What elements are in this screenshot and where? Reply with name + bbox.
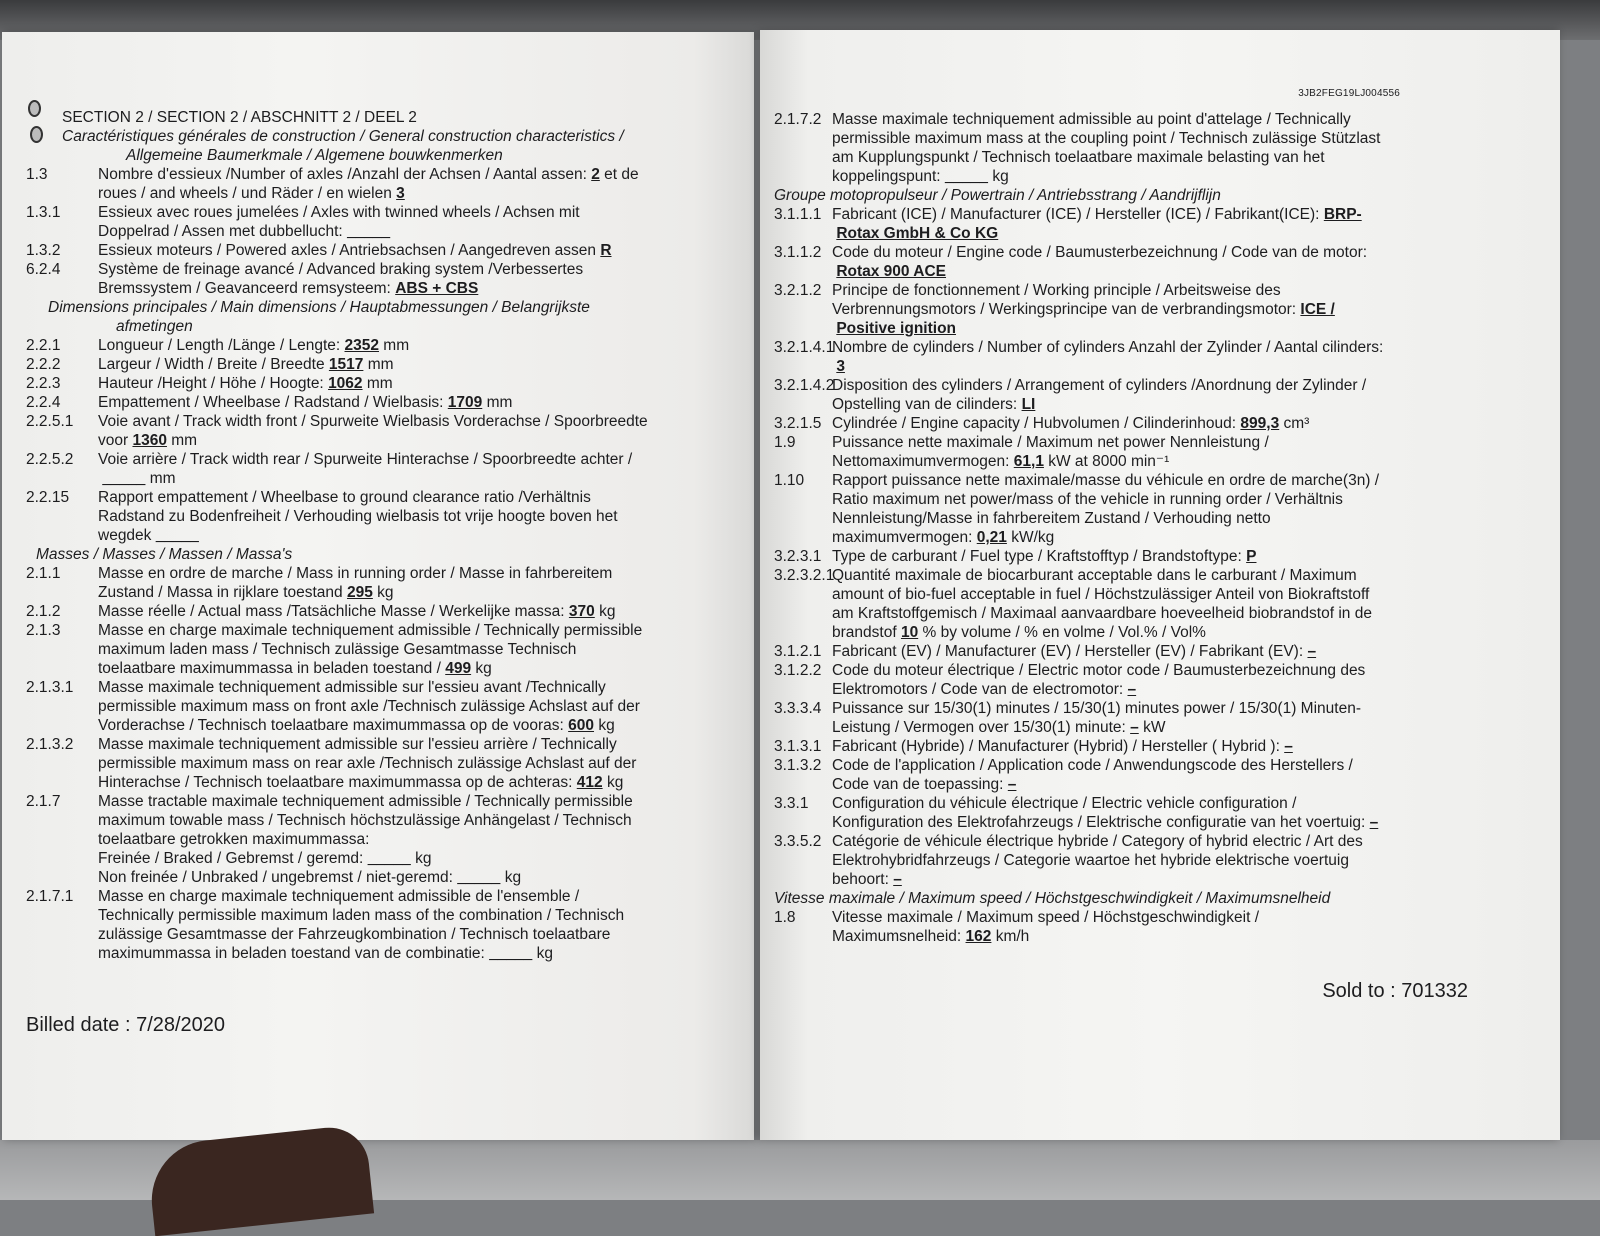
spec-number: 3.1.1.1 <box>774 206 822 223</box>
spec-value: 0,21 <box>976 529 1007 546</box>
spec-number: 6.2.4 <box>26 261 61 278</box>
spec-value: _____ <box>367 850 411 867</box>
spec-unit: kg <box>504 869 522 886</box>
spec-value: – <box>1130 719 1139 736</box>
spec-row <box>774 452 1454 471</box>
spec-row <box>26 925 731 944</box>
spec-number: 2.1.7.1 <box>26 888 74 905</box>
spec-value: – <box>1307 643 1317 660</box>
spec-text: Hauteur /Height / Höhe / Hoogte: <box>98 375 324 392</box>
spec-number: 2.1.7 <box>26 793 61 810</box>
spec-unit: kW at 8000 min⁻¹ <box>1048 453 1170 470</box>
spec-unit: kW <box>1143 719 1166 736</box>
spec-unit: kW/kg <box>1011 529 1055 546</box>
spec-text: Fabricant (EV) / Manufacturer (EV) / Hersteller (EV) / Fabrikant (EV): <box>832 643 1304 660</box>
spec-value: – <box>1369 814 1379 831</box>
spec-value: 295 <box>346 584 373 601</box>
spec-number: 3.2.1.4.2 <box>774 377 835 394</box>
spec-text: Freinée / Braked / Gebremst / geremd: <box>98 850 364 867</box>
spec-text: Vorderachse / Technisch toelaatbare maximummassa op de vooras: <box>98 717 564 734</box>
dimensions-heading: Dimensions principales / Main dimensions / Hauptabmessungen / Belangrijkste <box>48 299 590 316</box>
spec-unit: mm <box>366 375 393 392</box>
general-heading-2: Allgemeine Baumerkmale / Algemene bouwkenmerken <box>126 147 503 164</box>
spec-row <box>26 773 731 792</box>
spec-unit: kg <box>415 850 432 867</box>
spec-text: Voie arrière / Track width rear / Spurweite Hinterachse / Spoorbreedte achter / <box>98 451 633 468</box>
spec-unit: cm³ <box>1283 415 1310 432</box>
spec-value: Rotax 900 ACE <box>836 263 947 280</box>
spec-number: 2.2.3 <box>26 375 61 392</box>
spec-number: 1.8 <box>774 909 796 926</box>
spec-row <box>26 279 731 298</box>
spec-row <box>774 167 1454 186</box>
spec-text: wegdek <box>98 527 152 544</box>
spec-row <box>26 678 731 697</box>
spec-text: Essieux avec roues jumelées / Axles with twinned wheels / Achsen mit <box>98 204 580 221</box>
spec-value: – <box>1127 681 1137 698</box>
spec-row <box>774 110 1454 129</box>
spec-row <box>774 794 1454 813</box>
spec-unit: mm <box>171 432 198 449</box>
spec-row <box>26 241 731 260</box>
spec-row <box>26 906 731 925</box>
spec-value: 61,1 <box>1013 453 1044 470</box>
spec-text: Largeur / Width / Breite / Breedte <box>98 356 325 373</box>
spec-unit: mm <box>367 356 394 373</box>
spec-value: _____ <box>489 945 533 962</box>
spec-row <box>26 431 731 450</box>
spec-value: ICE / <box>1300 301 1335 318</box>
spec-row <box>774 509 1454 528</box>
spec-number: 2.1.3 <box>26 622 61 639</box>
powertrain-items <box>774 205 1454 889</box>
spec-text: behoort: <box>832 871 889 888</box>
spec-text: Masse tractable maximale techniquement admissible / Technically permissible <box>98 793 633 810</box>
spec-value: _____ <box>944 168 989 185</box>
spec-text: toelaatbare maximummassa in beladen toestand / <box>98 660 441 677</box>
spec-text: permissible maximum mass at the coupling point / Technisch zulässige Stützlast <box>832 130 1381 147</box>
spec-row <box>26 393 731 412</box>
spec-number: 3.3.1 <box>774 795 809 812</box>
spec-value: – <box>893 871 902 888</box>
spec-number: 3.2.1.4.1 <box>774 339 835 356</box>
spec-unit: % by volume / % en volme / Vol.% / Vol% <box>922 624 1206 641</box>
spec-text: brandstof <box>832 624 897 641</box>
spec-row <box>26 355 731 374</box>
spec-text: Nettomaximumvermogen: <box>832 453 1010 470</box>
spec-text: Hinterachse / Technisch toelaatbare maximummassa op de achteras: <box>98 774 573 791</box>
spec-value: P <box>1246 548 1257 565</box>
left-page <box>2 32 754 1140</box>
spec-row <box>774 832 1454 851</box>
spec-row <box>774 680 1454 699</box>
spec-row <box>774 528 1454 547</box>
spec-row <box>774 813 1454 832</box>
spec-value: 10 <box>900 624 919 641</box>
spec-value: 370 <box>568 603 595 620</box>
spec-row <box>774 357 1454 376</box>
spec-value: Rotax GmbH & Co KG <box>836 225 999 242</box>
spec-text: Technically permissible maximum laden mass of the combination / Technisch <box>98 907 625 924</box>
spec-row <box>774 376 1454 395</box>
spec-text: voor <box>98 432 129 449</box>
spec-text: Vitesse maximale / Maximum speed / Höchstgeschwindigkeit / <box>832 909 1259 926</box>
spec-unit: kg <box>598 717 615 734</box>
spec-value: 1709 <box>447 394 483 411</box>
spec-number: 2.1.3.1 <box>26 679 74 696</box>
spec-number: 3.3.5.2 <box>774 833 822 850</box>
spec-row <box>774 756 1454 775</box>
spec-number: 3.1.2.2 <box>774 662 822 679</box>
spec-text: Masse réelle / Actual mass /Tatsächliche Masse / Werkelijke massa: <box>98 603 565 620</box>
spec-row <box>26 526 731 545</box>
spec-text: Voie avant / Track width front / Spurweite Wielbasis Vorderachse / Spoorbreedte <box>98 413 648 430</box>
spec-text: Masse en charge maximale techniquement admissible / Technically permissible <box>98 622 643 639</box>
spec-row <box>774 243 1454 262</box>
spec-value: – <box>1007 776 1017 793</box>
spec-unit: kg <box>377 584 394 601</box>
section-title: SECTION 2 / SECTION 2 / ABSCHNITT 2 / DEEL 2 <box>62 109 417 126</box>
spec-number: 1.9 <box>774 434 796 451</box>
spec-row <box>774 262 1454 281</box>
spec-text: maximum towable mass / Technisch höchstzulässige Anhängelast / Technisch <box>98 812 632 829</box>
spec-row <box>774 395 1454 414</box>
spec-number: 1.3 <box>26 166 48 183</box>
spec-text: Code de l'application / Application code / Anwendungscode des Herstellers / <box>832 757 1353 774</box>
spec-row <box>26 336 731 355</box>
spec-row <box>26 830 731 849</box>
spec-row <box>774 300 1454 319</box>
spec-value: _____ <box>457 869 501 886</box>
spec-value: _____ <box>102 470 146 487</box>
spec-text: Masse en ordre de marche / Mass in running order / Masse in fahrbereitem <box>98 565 613 582</box>
spec-unit: kg <box>606 774 624 791</box>
spec-text: Leistung / Vermogen over 15/30(1) minute: <box>832 719 1126 736</box>
spec-text: Maximumsnelheid: <box>832 928 962 945</box>
spec-row <box>26 849 731 868</box>
spec-number: 2.2.1 <box>26 337 61 354</box>
spec-row <box>26 697 731 716</box>
spec-unit: mm <box>383 337 410 354</box>
billed-date: Billed date : 7/28/2020 <box>26 1014 226 1036</box>
spec-value: 1517 <box>328 356 364 373</box>
spec-unit: kg <box>536 945 553 962</box>
spec-number: 1.3.2 <box>26 242 61 259</box>
spec-value: 899,3 <box>1240 415 1280 432</box>
spec-value: – <box>1284 738 1293 755</box>
spec-text: zulässige Gesamtmasse der Fahrzeugkombination / Technisch toelaatbare <box>98 926 611 943</box>
spec-value: R <box>600 242 612 259</box>
spec-value: 412 <box>576 774 603 791</box>
spec-row <box>26 868 731 887</box>
spec-text: Essieux moteurs / Powered axles / Antriebsachsen / Aangedreven assen <box>98 242 597 259</box>
spec-row <box>26 507 731 526</box>
spec-unit: mm <box>486 394 513 411</box>
spec-value: 2 <box>591 166 600 183</box>
spec-text: koppelingspunt: <box>832 168 941 185</box>
spec-row <box>26 374 731 393</box>
spec-value: 2352 <box>344 337 379 354</box>
spec-row <box>26 944 731 963</box>
spec-text: toelaatbare getrokken maximummassa: <box>98 831 370 848</box>
spec-text: Cylindrée / Engine capacity / Hubvolumen / Cilinderinhoud: <box>832 415 1237 432</box>
spec-text: Quantité maximale de biocarburant acceptable dans le carburant / Maximum <box>832 567 1357 584</box>
spec-row <box>774 775 1454 794</box>
spec-text: permissible maximum mass on front axle /Technisch zulässige Achslast auf der <box>98 698 640 715</box>
spec-row <box>26 469 731 488</box>
spec-text: Konfiguration des Elektrofahrzeugs / Elektrische configuratie van het voertuig: <box>832 814 1366 831</box>
spec-row <box>26 754 731 773</box>
spec-text: Masse en charge maximale techniquement admissible de l'ensemble / <box>98 888 580 905</box>
spec-row <box>26 640 731 659</box>
spec-text: Ratio maximum net power/mass of the vehicle in running order / Verhältnis <box>832 491 1343 508</box>
spec-row <box>26 184 731 203</box>
spec-value: Positive ignition <box>836 320 957 337</box>
spec-text: maximummassa in beladen toestand van de combinatie: <box>98 945 485 962</box>
spec-text: amount of bio-fuel acceptable in fuel / Höchstzulässiger Anteil von Biokraftstoff <box>832 586 1370 603</box>
spec-row <box>774 319 1454 338</box>
spec-row <box>774 718 1454 737</box>
spec-row <box>26 659 731 678</box>
spec-number: 2.1.1 <box>26 565 61 582</box>
spec-text: Nombre d'essieux /Number of axles /Anzahl der Achsen / Aantal assen: <box>98 166 587 183</box>
spec-number: 2.2.5.1 <box>26 413 74 430</box>
spec-row <box>774 927 1454 946</box>
spec-row <box>774 737 1454 756</box>
spec-text: am Kraftstoffgemisch / Maximaal aanvaardbare hoeveelheid biobrandstof in de <box>832 605 1372 622</box>
spec-text: Masse maximale techniquement admissible au point d'attelage / Technically <box>832 111 1351 128</box>
spec-number: 2.1.7.2 <box>774 111 822 128</box>
spec-text: Code du moteur électrique / Electric motor code / Baumusterbezeichnung des <box>832 662 1366 679</box>
spec-value: 499 <box>445 660 472 677</box>
right-page-content <box>774 110 1454 946</box>
dimension-items <box>26 336 731 545</box>
spec-row <box>774 623 1454 642</box>
spec-text: Puissance nette maximale / Maximum net power Nennleistung / <box>832 434 1269 451</box>
general-items <box>26 165 731 298</box>
spec-row <box>774 433 1454 452</box>
spec-row <box>774 851 1454 870</box>
spec-text: Nennleistung/Masse in fahrbereitem Zustand / Verhouding netto <box>832 510 1271 527</box>
spec-row <box>26 260 731 279</box>
spec-text: Longueur / Length /Länge / Lengte: <box>98 337 341 354</box>
spec-row <box>774 414 1454 433</box>
spec-value: 1062 <box>328 375 363 392</box>
spec-row <box>26 488 731 507</box>
spec-row <box>774 699 1454 718</box>
speed-heading: Vitesse maximale / Maximum speed / Höchstgeschwindigkeit / Maximumsnelheid <box>774 890 1331 907</box>
spec-text: Doppelrad / Assen met dubbellucht: <box>98 223 343 240</box>
spec-text: Verbrennungsmotors / Werkingsprincipe van de verbrandingsmotor: <box>832 301 1297 318</box>
spec-text: Fabricant (ICE) / Manufacturer (ICE) / Hersteller (ICE) / Fabrikant(ICE): <box>832 206 1320 223</box>
spec-number: 2.2.4 <box>26 394 61 411</box>
spec-row <box>26 735 731 754</box>
spec-text: Puissance sur 15/30(1) minutes / 15/30(1) minutes power / 15/30(1) Minuten- <box>832 700 1361 717</box>
powertrain-heading: Groupe motopropulseur / Powertrain / Antriebsstrang / Aandrijflijn <box>774 187 1221 204</box>
spec-number: 3.2.1.2 <box>774 282 822 299</box>
coupling-items <box>774 110 1454 186</box>
spec-row <box>774 585 1454 604</box>
spec-text: Principe de fonctionnement / Working principle / Arbeitsweise des <box>832 282 1281 299</box>
spec-text: Masse maximale techniquement admissible sur l'essieu avant /Technically <box>98 679 606 696</box>
spec-row <box>774 566 1454 585</box>
spec-row <box>774 471 1454 490</box>
spec-text: Rapport puissance nette maximale/masse du véhicule en ordre de marche(3n) / <box>832 472 1380 489</box>
spec-text: Type de carburant / Fuel type / Kraftstofftyp / Brandstoftype: <box>832 548 1242 565</box>
spec-row <box>26 811 731 830</box>
spec-number: 1.10 <box>774 472 805 489</box>
spec-text: Opstelling van de cilinders: <box>832 396 1018 413</box>
spec-value: 3 <box>836 358 845 375</box>
spec-unit: km/h <box>995 928 1030 945</box>
spec-row <box>26 716 731 735</box>
spec-text: Configuration du véhicule électrique / Electric vehicle configuration / <box>832 795 1297 812</box>
spec-row <box>26 887 731 906</box>
spec-number: 2.2.5.2 <box>26 451 74 468</box>
spec-text: Nombre de cylinders / Number of cylinders Anzahl der Zylinder / Aantal cilinders: <box>832 339 1384 356</box>
spec-row <box>774 908 1454 927</box>
mass-items <box>26 564 731 963</box>
spec-text: maximum laden mass / Technisch zulässige Gesamtmasse Technisch <box>98 641 577 658</box>
right-page <box>760 30 1560 1140</box>
spec-value: 162 <box>965 928 992 945</box>
spec-row <box>774 642 1454 661</box>
spec-text: roues / and wheels / und Räder / en wielen <box>98 185 392 202</box>
spec-number: 3.1.3.2 <box>774 757 822 774</box>
spec-number: 3.1.2.1 <box>774 643 822 660</box>
spec-value: BRP- <box>1323 206 1362 223</box>
spec-text: Elektrohybridfahrzeugs / Categorie waartoe het hybride elektrische voertuig <box>832 852 1349 869</box>
spec-row <box>774 205 1454 224</box>
spec-row <box>774 129 1454 148</box>
spec-number: 3.2.3.2.1 <box>774 567 835 584</box>
spec-value: _____ <box>347 223 391 240</box>
spec-text: Empattement / Wheelbase / Radstand / Wielbasis: <box>98 394 444 411</box>
left-page-content <box>26 108 731 963</box>
spec-row <box>774 148 1454 167</box>
spec-value: 1360 <box>132 432 167 449</box>
spec-text: maximumvermogen: <box>832 529 973 546</box>
spec-number: 2.2.2 <box>26 356 61 373</box>
spec-row <box>26 564 731 583</box>
spec-unit: kg <box>992 168 1009 185</box>
spec-text: Code van de toepassing: <box>832 776 1004 793</box>
masses-heading: Masses / Masses / Massen / Massa's <box>36 546 293 563</box>
spec-row <box>26 222 731 241</box>
spec-row <box>774 604 1454 623</box>
spec-number: 3.1.3.1 <box>774 738 822 755</box>
spec-text: Code du moteur / Engine code / Baumusterbezeichnung / Code van de motor: <box>832 244 1368 261</box>
speed-items <box>774 908 1454 946</box>
spec-number: 3.2.3.1 <box>774 548 822 565</box>
spec-number: 2.1.3.2 <box>26 736 74 753</box>
spec-text: Disposition des cylinders / Arrangement of cylinders /Anordnung der Zylinder / <box>832 377 1367 394</box>
spec-row <box>26 602 731 621</box>
spec-text: Masse maximale techniquement admissible sur l'essieu arrière / Technically <box>98 736 617 753</box>
spec-number: 3.3.3.4 <box>774 700 822 717</box>
spec-number: 2.1.2 <box>26 603 61 620</box>
spec-number: 3.1.1.2 <box>774 244 822 261</box>
spec-row <box>774 338 1454 357</box>
spec-row <box>26 583 731 602</box>
spec-row <box>26 621 731 640</box>
spec-unit: kg <box>599 603 616 620</box>
dimensions-heading-2: afmetingen <box>116 318 193 335</box>
spec-text: Radstand zu Bodenfreiheit / Verhouding wielbasis tot vrije hoogte boven het <box>98 508 618 525</box>
spec-text: Rapport empattement / Wheelbase to ground clearance ratio /Verhältnis <box>98 489 591 506</box>
spec-number: 2.2.15 <box>26 489 70 506</box>
spec-number: 1.3.1 <box>26 204 61 221</box>
spec-row <box>26 412 731 431</box>
spec-row <box>26 450 731 469</box>
spec-unit: mm <box>149 470 176 487</box>
spec-text: Elektromotors / Code van de electromotor: <box>832 681 1124 698</box>
spec-row <box>774 661 1454 680</box>
spec-row <box>774 490 1454 509</box>
spec-value: _____ <box>155 527 199 544</box>
spec-text: am Kupplungspunkt / Technisch toelaatbare maximale belasting van het <box>832 149 1325 166</box>
general-heading: Caractéristiques générales de construction / General construction characteristics / <box>62 128 624 145</box>
spec-row <box>774 224 1454 243</box>
spec-number: 3.2.1.5 <box>774 415 822 432</box>
spec-text: Non freinée / Unbraked / ungebremst / niet-geremd: <box>98 869 453 886</box>
spec-value: 3 <box>396 185 405 202</box>
spec-text: Fabricant (Hybride) / Manufacturer (Hybrid) / Hersteller ( Hybrid ): <box>832 738 1280 755</box>
sold-to: Sold to : 701332 <box>1322 980 1468 1002</box>
spec-row <box>774 870 1454 889</box>
spec-text: Zustand / Massa in rijklare toestand <box>98 584 343 601</box>
spec-value: ABS + CBS <box>395 280 479 297</box>
spec-value: 600 <box>568 717 595 734</box>
spec-row <box>774 281 1454 300</box>
spec-row <box>26 165 731 184</box>
vin-reference: 3JB2FEG19LJ004556 <box>1298 88 1400 99</box>
spec-row <box>26 203 731 222</box>
spec-text: Bremssystem / Geavanceerd remsysteem: <box>98 280 391 297</box>
spec-text: Système de freinage avancé / Advanced braking system /Verbessertes <box>98 261 584 278</box>
spec-value: LI <box>1021 396 1036 413</box>
spec-text: Catégorie de véhicule électrique hybride / Category of hybrid electric / Art des <box>832 833 1363 850</box>
spec-row <box>774 547 1454 566</box>
spec-unit: et de <box>604 166 639 183</box>
spec-text: permissible maximum mass on rear axle /Technisch zulässige Achslast auf der <box>98 755 637 772</box>
spec-row <box>26 792 731 811</box>
spec-unit: kg <box>475 660 492 677</box>
